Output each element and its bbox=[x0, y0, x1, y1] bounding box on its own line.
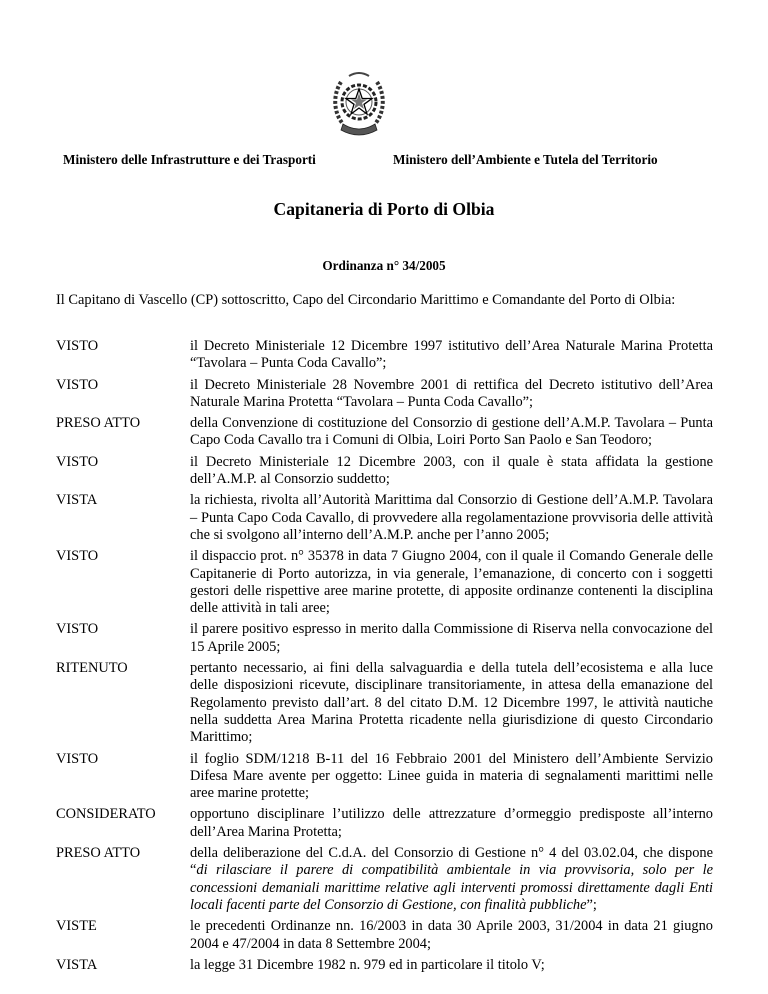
clause-text: opportuno disciplinare l’utilizzo delle attrezzature d’ormeggio predisposte all’interno dell’Area Marina Protetta; bbox=[190, 806, 713, 840]
ordinance-number: Ordinanza n° 34/2005 bbox=[322, 258, 446, 273]
clause bbox=[56, 806, 713, 841]
clause-text: della Convenzione di costituzione del Consorzio di gestione dell’A.M.P. Tavolara – Punta Capo Coda Cavallo tra i Comuni di Olbia, Loiri Porto San Paolo e San Teodoro; bbox=[190, 415, 713, 449]
clause-text: la richiesta, rivolta all’Autorità Marittima dal Consorzio di Gestione dell’A.M.P. Tavolara – Punta Capo Coda Cavallo, di provvedere alla regolamentazione provvisoria delle attività che si svolgono all’interno dell’A.M.P. anche per l’anno 2005; bbox=[190, 492, 713, 543]
clause-keyword: VISTO bbox=[56, 338, 99, 354]
clause bbox=[56, 338, 713, 373]
clause bbox=[56, 415, 713, 450]
clause-text: la legge 31 Dicembre 1982 n. 979 ed in particolare il titolo V; bbox=[190, 956, 545, 973]
clause bbox=[56, 957, 713, 974]
clause-keyword: VISTE bbox=[56, 918, 97, 935]
clause bbox=[56, 660, 713, 746]
clause-keyword: PRESO ATTO bbox=[56, 845, 141, 862]
clause bbox=[56, 492, 713, 544]
clause-keyword: VISTA bbox=[56, 956, 98, 973]
clause-text: pertanto necessario, ai fini della salvaguardia e della tutela dell’ecosistema e alla luce delle disposizioni ricevute, disciplinare transitoriamente, in attesa della emanazione del Regolamento previsto dall’art. 8 del citato D.M. 12 Dicembre 1997, le attività nautiche nella suddetta Area Marina Protetta ricadente nella giurisdizione di questo Circondario Marittimo; bbox=[190, 660, 713, 746]
clause-text-after: ”; bbox=[586, 896, 597, 913]
clause-text: le precedenti Ordinanze nn. 16/2003 in data 30 Aprile 2003, 31/2004 in data 21 giugno 2004 e 47/2004 in data 8 Settembre 2004; bbox=[190, 918, 713, 952]
clause-text: il Decreto Ministeriale 12 Dicembre 1997 istitutivo dell’Area Naturale Marina Protetta “Tavolara – Punta Coda Cavallo”; bbox=[190, 338, 713, 372]
clause bbox=[56, 454, 713, 489]
clause bbox=[56, 751, 713, 803]
clause bbox=[56, 621, 713, 656]
clause-keyword: PRESO ATTO bbox=[56, 415, 141, 432]
clause bbox=[56, 548, 713, 617]
italian-republic-emblem-icon bbox=[331, 68, 387, 142]
clauses-list bbox=[56, 338, 713, 978]
clause bbox=[56, 918, 713, 953]
clause-keyword: CONSIDERATO bbox=[56, 806, 156, 823]
clause-keyword: VISTO bbox=[56, 376, 99, 393]
clause-keyword: RITENUTO bbox=[56, 660, 128, 677]
clause-italic-quote: di rilasciare il parere di compatibilità ambientale in via provvisoria, solo per le concessioni demaniali marittime relative agli interventi promossi direttamente dagli Enti locali facenti parte del Consorzio di Gestione, con finalità pubbliche bbox=[190, 862, 713, 913]
clause-text: il foglio SDM/1218 B-11 del 16 Febbraio 2001 del Ministero dell’Ambiente Servizio Difesa Mare avente per oggetto: Linee guida in materia di segnalamenti marittimi nelle aree marine protette; bbox=[190, 750, 713, 802]
clause-keyword: VISTA bbox=[56, 492, 98, 509]
clause-text: il Decreto Ministeriale 12 Dicembre 2003, con il quale è stata affidata la gestione dell’A.M.P. al Consorzio suddetto; bbox=[190, 453, 713, 488]
clause-keyword: VISTO bbox=[56, 548, 99, 565]
ministry-right: Ministero dell’Ambiente e Tutela del Territorio bbox=[393, 152, 658, 167]
clause-text: il Decreto Ministeriale 28 Novembre 2001 di rettifica del Decreto istitutivo dell’Area Naturale Marina Protetta “Tavolara – Punta Coda Cavallo”; bbox=[190, 376, 713, 410]
clause-text: il parere positivo espresso in merito dalla Commissione di Riserva nella convocazione del 15 Aprile 2005; bbox=[190, 621, 713, 655]
clause-text: della deliberazione del C.d.A. del Consorzio di Gestione n° 4 del 03.02.04, che dispone “ bbox=[190, 845, 713, 879]
clause-keyword: VISTO bbox=[56, 621, 99, 638]
clause-text: il dispaccio prot. n° 35378 in data 7 Giugno 2004, con il quale il Comando Generale delle Capitanerie di Porto autorizza, in via generale, l’emanazione, di concerto con i soggetti gestori delle rispettive aree marine protette, di apposite ordinanze contenenti la disciplina delle attività in tali aree; bbox=[190, 548, 713, 617]
clause-text-mixed bbox=[190, 845, 713, 914]
clause-keyword: VISTO bbox=[56, 453, 99, 470]
ministry-left: Ministero delle Infrastrutture e dei Trasporti bbox=[63, 152, 316, 167]
intro-paragraph: Il Capitano di Vascello (CP) sottoscritto, Capo del Circondario Marittimo e Comandante del Porto di Olbia: bbox=[56, 292, 676, 308]
clause bbox=[56, 845, 713, 914]
clause bbox=[56, 377, 713, 412]
clause-keyword: VISTO bbox=[56, 750, 99, 767]
office-title: Capitaneria di Porto di Olbia bbox=[273, 199, 495, 219]
